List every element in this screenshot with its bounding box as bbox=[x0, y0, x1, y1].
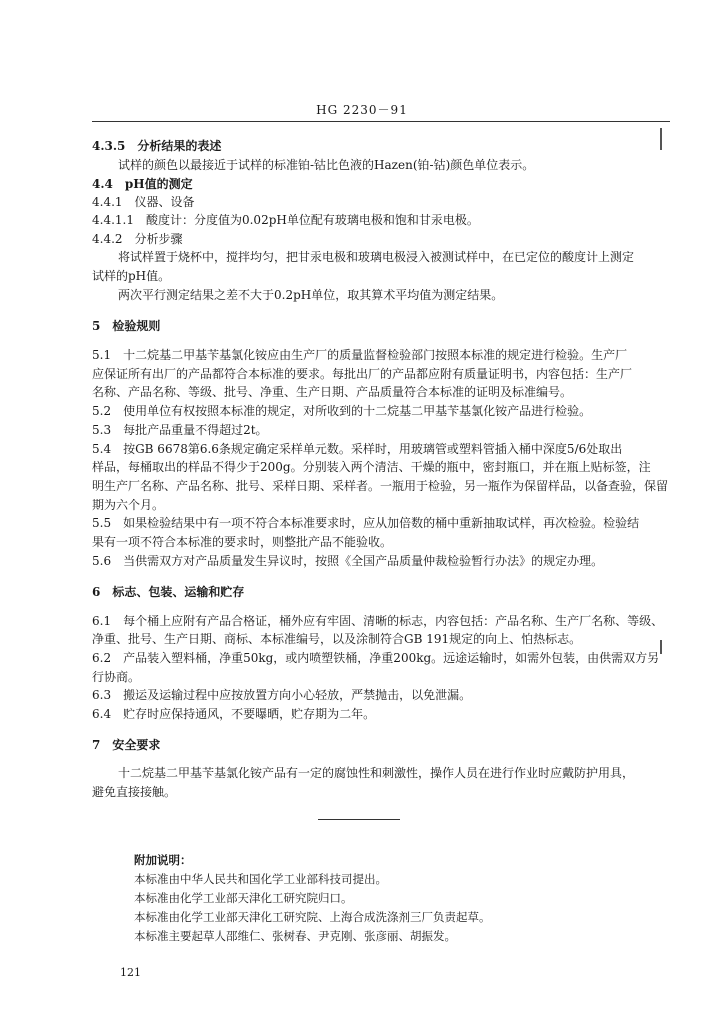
clause-text: 5.5 如果检验结果中有一项不符合本标准要求时，应从加倍数的桶中重新抽取试样，再次检验。检验结 bbox=[92, 516, 640, 530]
clause-text: 果有一项不符合本标准的要求时，则整批产品不能验收。 bbox=[92, 535, 393, 549]
clause-text: 5.4 按GB 6678第6.6条规定确定采样单元数。采样时，用玻璃管或塑料管插入桶中深度5/6处取出 bbox=[92, 442, 623, 456]
body-text: 两次平行测定结果之差不大于0.2pH单位，取其算术平均值为测定结果。 bbox=[118, 288, 504, 302]
clause-text: 行协商。 bbox=[92, 670, 141, 684]
chapter-heading: 5 检验规则 bbox=[92, 319, 161, 333]
section-heading: 4.4 pH值的测定 bbox=[92, 177, 193, 191]
body-text: 试样的pH值。 bbox=[92, 269, 171, 283]
additional-note: 本标准由化学工业部天津化工研究院、上海合成洗涤剂三厂负责起草。 bbox=[134, 910, 491, 924]
clause-text: 5.6 当供需双方对产品质量发生异议时，按照《全国产品质量仲裁检验暂行办法》的规定办理。 bbox=[92, 554, 604, 568]
clause-text: 5.2 使用单位有权按照本标准的规定，对所收到的十二烷基二甲基苄基氯化铵产品进行检验。 bbox=[92, 404, 592, 418]
page-number: 121 bbox=[120, 966, 141, 979]
body-text: 试样的颜色以最接近于试样的标准铂-钴比色液的Hazen(铂-钴)颜色单位表示。 bbox=[118, 158, 535, 172]
chapter-heading: 6 标志、包装、运输和贮存 bbox=[92, 585, 245, 599]
clause-text: 期为六个月。 bbox=[92, 498, 165, 512]
clause-text: 明生产厂名称、产品名称、批号、采样日期、采样者。一瓶用于检验，另一瓶作为保留样品，以备查验，保留 bbox=[92, 479, 669, 493]
clause-text: 应保证所有出厂的产品都符合本标准的要求。每批出厂的产品都应附有质量证明书，内容包括：生产厂 bbox=[92, 367, 633, 381]
additional-note: 本标准由化学工业部天津化工研究院归口。 bbox=[134, 891, 353, 905]
additional-note: 本标准主要起草人邵维仁、张树春、尹克刚、张彦丽、胡振发。 bbox=[134, 929, 456, 943]
clause-heading: 4.4.1 仪器、设备 bbox=[92, 195, 195, 209]
end-separator bbox=[318, 819, 400, 820]
clause-text: 6.2 产品装入塑料桶，净重50kg，或内喷塑铁桶，净重200kg。远途运输时，如需外包装，由供需双方另 bbox=[92, 651, 660, 665]
body-text: 避免直接接触。 bbox=[92, 785, 177, 799]
chapter-heading: 7 安全要求 bbox=[92, 738, 161, 752]
header-rule bbox=[92, 121, 670, 122]
body-text: 十二烷基二甲基苄基氯化铵产品有一定的腐蚀性和刺激性，操作人员在进行作业时应戴防护用具， bbox=[118, 766, 635, 780]
clause-text: 样品，每桶取出的样品不得少于200g。分别装入两个清洁、干燥的瓶中，密封瓶口，并在瓶上贴标签，注 bbox=[92, 460, 651, 474]
additional-notes-title: 附加说明： bbox=[134, 853, 192, 867]
clause-text: 5.3 每批产品重量不得超过2t。 bbox=[92, 423, 268, 437]
clause-text: 6.3 搬运及运输过程中应按放置方向小心轻放，严禁抛击，以免泄漏。 bbox=[92, 688, 472, 702]
clause-text: 6.4 贮存时应保持通风，不要曝晒，贮存期为二年。 bbox=[92, 707, 376, 721]
clause-text: 净重、批号、生产日期、商标、本标准编号，以及涂制符合GB 191规定的向上、怕热标志。 bbox=[92, 632, 582, 646]
clause-text: 6.1 每个桶上应附有产品合格证，桶外应有牢固、清晰的标志，内容包括：产品名称、生产厂名称、等级、 bbox=[92, 614, 664, 628]
section-heading: 4.3.5 分析结果的表述 bbox=[92, 139, 222, 153]
clause-text: 名称、产品名称、等级、批号、净重、生产日期、产品质量符合本标准的证明及标准编号。 bbox=[92, 385, 573, 399]
body-text: 将试样置于烧杯中，搅拌均匀，把甘汞电极和玻璃电极浸入被测试样中，在已定位的酸度计上测定 bbox=[118, 250, 635, 264]
clause-text: 4.4.1.1 酸度计：分度值为0.02pH单位配有玻璃电极和饱和甘汞电极。 bbox=[92, 213, 479, 227]
clause-heading: 4.4.2 分析步骤 bbox=[92, 232, 183, 246]
standard-number-header: HG 2230－91 bbox=[316, 103, 408, 117]
additional-note: 本标准由中华人民共和国化学工业部科技司提出。 bbox=[134, 872, 387, 886]
clause-text: 5.1 十二烷基二甲基苄基氯化铵应由生产厂的质量监督检验部门按照本标准的规定进行检验。生产厂 bbox=[92, 348, 628, 362]
